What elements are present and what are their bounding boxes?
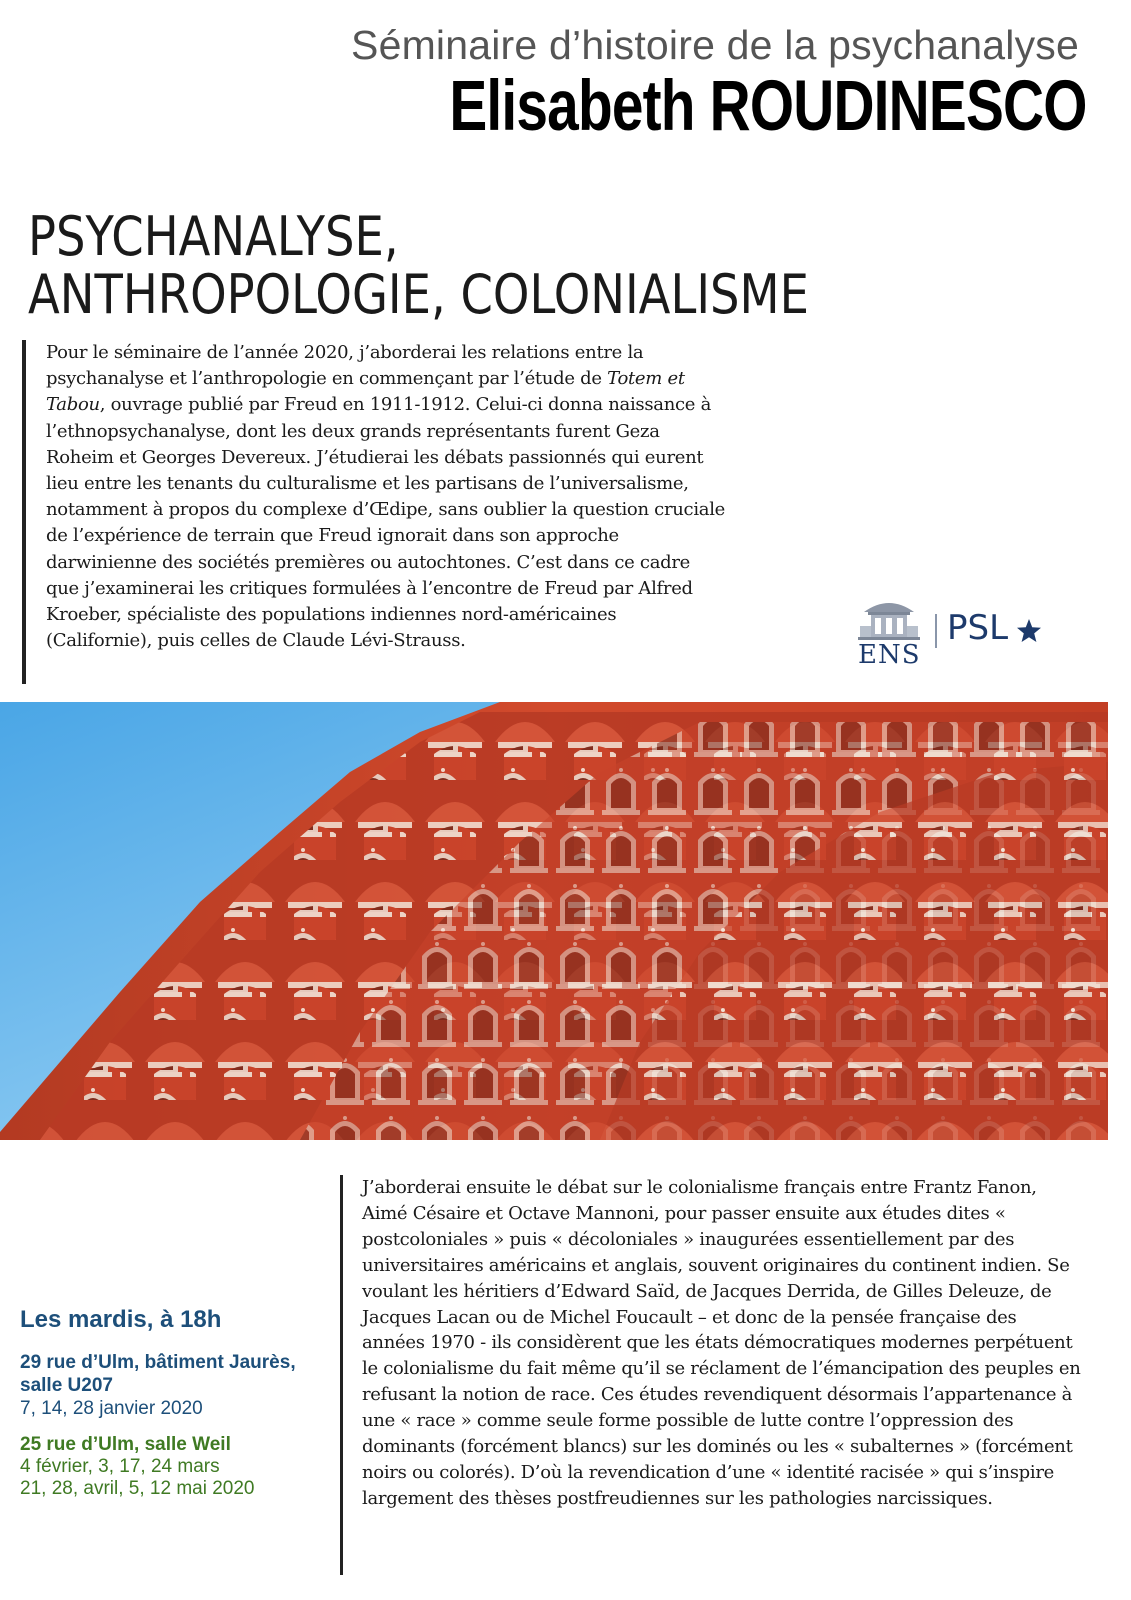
- second-paragraph: J’aborderai ensuite le débat sur le colonialisme français entre Frantz Fanon, Aimé Césaire et Octave Mannoni, pour passer ensuite aux études dites « postcoloniales » puis « décoloniales » inaugurées essentiellement par des universitaires américains et anglais, souvent originaires du continent indien. Se voulant les héritiers d’Edward Saïd, de Jacques Derrida, de Gilles Deleuze, de Jacques Lacan ou de Michel Foucault – et donc de la pensée française des années 1970 - ils considèrent que les états démocratiques modernes perpétuent le colonialisme du fait même qu’il se réclament de l’émancipation des peuples en refusant la notion de race. Ces études revendiquent désormais l’appartenance à une « race » comme seule forme possible de lutte contre l’oppression des dominants (forcément blancs) sur les dominés ou les « subalternes » (forcément noirs ou colorés). D’où la revendication d’une « identité racisée » qui s’inspire largement des thèses postfreudiennes sur les pathologies narcissiques.: [362, 1177, 1081, 1509]
- intro-text-part-2: , ouvrage publié par Freud en 1911-1912. Celui-ci donna naissance à l’ethnopsychanalyse, dont les deux grands représentants furent Geza Roheim et Georges Devereux. J’étudierai les débats passionnés qui eurent lieu entre les tenants du culturalisme et les partisans de l’universalisme, notamment à propos du complexe d’Œdipe, sans oublier la question cruciale de l’expérience de terrain que Freud ignorait dans son approche darwinienne des sociétés premières ou autochtones. C’est dans ce cadre que j’examinerai les critiques formulées à l’encontre de Freud par Alfred Kroeber, spécialiste des populations indiennes nord-américaines (Californie), puis celles de Claude Lévi-Strauss.: [46, 394, 726, 652]
- ens-logo-text: ENS: [858, 640, 921, 670]
- venue-1-dates: 7, 14, 28 janvier 2020: [20, 1398, 203, 1419]
- second-paragraph-block: [340, 1175, 1100, 1575]
- author-name: Elisabeth ROUDINESCO: [449, 67, 1087, 146]
- hawa-mahal-photo: [0, 702, 1108, 1140]
- palace-facade-illustration: [0, 702, 1108, 1140]
- main-title-line-1: PSYCHANALYSE,: [28, 205, 399, 268]
- schedule-day-time: Les mardis, à 18h: [20, 1306, 222, 1333]
- main-title: [28, 205, 809, 326]
- intro-text-part-1: Pour le séminaire de l’année 2020, j’aborderai les relations entre la psychanalyse et l’anthropologie en commençant par l’étude de: [46, 342, 644, 390]
- main-title-line-2: ANTHROPOLOGIE, COLONIALISME: [28, 263, 809, 326]
- venue-2-address: 25 rue d’Ulm, salle Weil: [20, 1434, 231, 1455]
- schedule: [20, 1306, 340, 1500]
- logo-divider: [935, 614, 937, 648]
- psl-logo-text: PSL: [947, 608, 1009, 648]
- intro-paragraph-block: [22, 340, 726, 684]
- psl-star-icon: [1015, 617, 1043, 645]
- venue-2-dates: 4 février, 3, 17, 24 mars 21, 28, avril, 5, 12 mai 2020: [20, 1456, 255, 1499]
- intro-paragraph: [46, 340, 726, 654]
- partner-logos: [858, 592, 1058, 674]
- seminar-title: Séminaire d’histoire de la psychanalyse: [351, 22, 1079, 68]
- venue-1-address: 29 rue d’Ulm, bâtiment Jaurès, salle U207: [20, 1352, 296, 1396]
- ens-building-icon: [858, 596, 920, 640]
- totem-et-tabou-title: Totem et Tabou: [46, 368, 685, 416]
